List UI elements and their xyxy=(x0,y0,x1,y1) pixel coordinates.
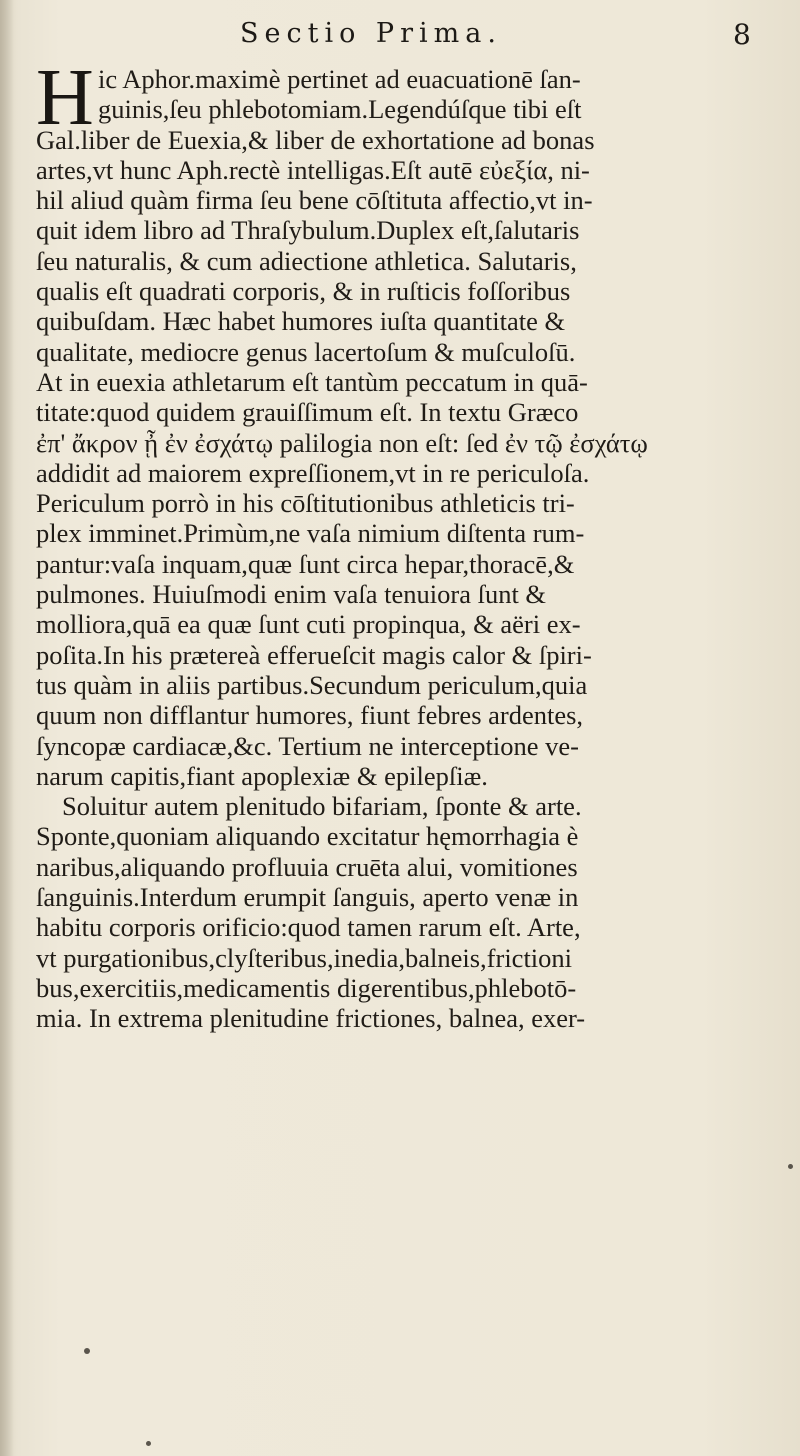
margin-mark xyxy=(788,1164,793,1169)
text-line: qualitate, mediocre genus lacertoſum & muſculoſū. xyxy=(36,336,576,367)
drop-cap: H xyxy=(36,54,94,142)
text-line: Sponte,quoniam aliquando excitatur hęmorrhagia è xyxy=(36,821,579,852)
text-line: Periculum porrò in his cōſtitutionibus athleticis tri- xyxy=(36,488,575,519)
text-line: guinis,ſeu phlebotomiam.Legendúſque tibi eſt xyxy=(98,94,582,125)
text-line: hil aliud quàm firma ſeu bene cōſtituta affectio,vt in- xyxy=(36,185,593,216)
text-line: addidit ad maiorem expreſſionem,vt in re periculoſa. xyxy=(36,457,590,488)
page-number: 8 xyxy=(733,18,751,51)
text-line: narum capitis,fiant apoplexiæ & epilepſiæ. xyxy=(36,760,488,791)
text-line: Soluitur autem plenitudo bifariam, ſponte & arte. xyxy=(62,791,582,822)
text-line: tus quàm in aliis partibus.Secundum periculum,quia xyxy=(36,669,588,700)
running-title: Sectio Prima. xyxy=(240,18,502,49)
text-line: quibuſdam. Hæc habet humores iuſta quantitate & xyxy=(36,306,566,337)
text-line: pantur:vaſa inquam,quæ ſunt circa hepar,thoracē,& xyxy=(36,548,575,579)
text-line: titate:quod quidem grauiſſimum eſt. In textu Græco xyxy=(36,397,579,428)
text-line: Gal.liber de Euexia,& liber de exhortatione ad bonas xyxy=(36,124,595,155)
page-header xyxy=(0,14,800,58)
margin-mark xyxy=(84,1348,90,1354)
text-line: plex imminet.Primùm,ne vaſa nimium diſtenta rum- xyxy=(36,518,585,549)
text-line: pulmones. Huiuſmodi enim vaſa tenuiora ſunt & xyxy=(36,579,547,610)
text-line: At in euexia athletarum eſt tantùm peccatum in quā- xyxy=(36,366,588,397)
text-line: bus,exercitiis,medicamentis digerentibus,phlebotō- xyxy=(36,972,577,1003)
text-line: ſyncopæ cardiacæ,&c. Tertium ne interceptione ve- xyxy=(36,730,579,761)
text-line: ic Aphor.maximè pertinet ad euacuationē ſan- xyxy=(98,64,581,94)
text-line: molliora,quā ea quæ ſunt cuti propinqua, & aëri ex- xyxy=(36,609,581,640)
margin-mark xyxy=(146,1441,151,1446)
gutter-shadow xyxy=(0,0,14,1456)
text-line: naribus,aliquando profluuia cruēta alui, vomitiones xyxy=(36,851,578,882)
text-line: ſeu naturalis, & cum adiectione athletica. Salutaris, xyxy=(36,245,577,276)
text-line: ἐπ' ἄκρον ᾖ ἐν ἐσχάτῳ palilogia non eſt: ſed ἐν τῷ ἐσχάτῳ xyxy=(36,427,648,458)
text-line: habitu corporis orificio:quod tamen rarum eſt. Arte, xyxy=(36,912,581,943)
text-line: vt purgationibus,clyſteribus,inedia,balneis,frictioni xyxy=(36,942,573,973)
text-line: quum non difflantur humores, fiunt febres ardentes, xyxy=(36,700,584,731)
text-line: qualis eſt quadrati corporis, & in ruſticis foſſoribus xyxy=(36,276,571,307)
text-line: quit idem libro ad Thraſybulum.Duplex eſt,ſalutaris xyxy=(36,215,580,246)
text-line: mia. In extrema plenitudine frictiones, balnea, exer- xyxy=(36,1003,586,1034)
text-line: ſanguinis.Interdum erumpit ſanguis, aperto venæ in xyxy=(36,882,579,913)
body-text xyxy=(36,54,764,1034)
text-line: artes,vt hunc Aph.rectè intelligas.Eſt autē εὐεξία, ni- xyxy=(36,154,590,185)
text-line: poſita.In his prætereà efferueſcit magis calor & ſpiri- xyxy=(36,639,592,670)
